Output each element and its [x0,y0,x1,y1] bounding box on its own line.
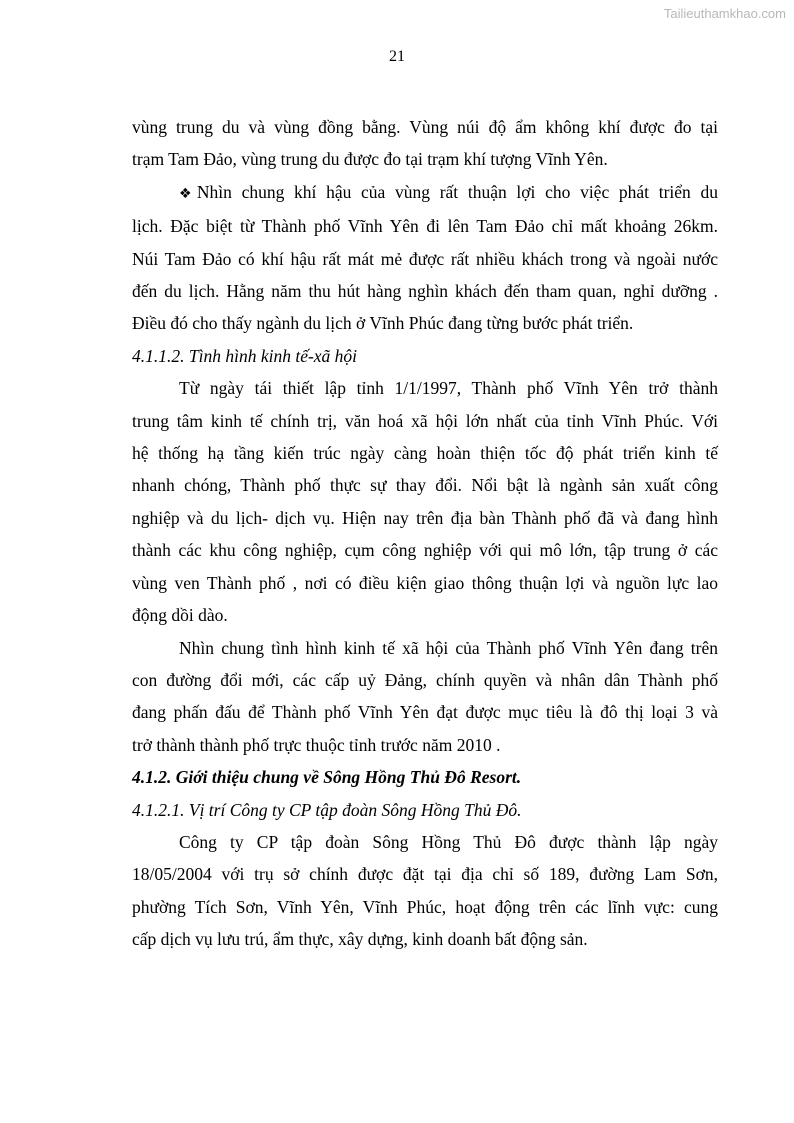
text-line: vùng trung du và vùng đồng bằng. Vùng núi độ ẩm không khí được đo tại [132,117,718,137]
text-line: Nhìn chung tình hình kinh tế xã hội của Thành phố Vĩnh Yên đang trên [179,637,718,658]
text-line: trung tâm kinh tế chính trị, văn hoá xã hội lớn nhất của tỉnh Vĩnh Phúc. Với [132,410,718,431]
text-line: thành các khu công nghiệp, cụm công nghiệp với qui mô lớn, tập trung ở các [132,540,718,561]
text-line: nhanh chóng, Thành phố thực sự thay đổi. Nổi bật là ngành sản xuất công [132,475,718,496]
text-line-content: Nhìn chung khí hậu của vùng rất thuận lợi cho việc phát triển du [196,181,718,202]
page-number: 21 [389,48,405,65]
document-body [132,111,718,956]
text-line: hệ thống hạ tầng kiến trúc ngày càng hoàn thiện tốc độ phát triển kinh tế [132,443,718,464]
text-line [132,176,718,210]
text-line: trạm Tam Đảo, vùng trung du được đo tại trạm khí tượng Vĩnh Yên. [132,149,608,170]
watermark: Tailieuthamkhao.com [663,6,786,21]
text-line: động dồi dào. [132,605,228,626]
paragraph-climate-measurement [132,111,718,176]
diamond-bullet-icon: ❖ [179,185,197,202]
text-line: trở thành thành phố trực thuộc tỉnh trước năm 2010 . [132,734,501,755]
text-line: vùng ven Thành phố , nơi có điều kiện giao thông thuận lợi và nguồn lực lao [132,572,718,593]
section-heading-4121: 4.1.2.1. Vị trí Công ty CP tập đoàn Sông Hồng Thủ Đô. [132,799,522,820]
paragraph-economy-summary [132,632,718,762]
text-line: đến du lịch. Hằng năm thu hút hàng nghìn khách đến tham quan, nghỉ dưỡng . [132,281,718,302]
text-line: nghiệp và du lịch- dịch vụ. Hiện nay trên địa bàn Thành phố đã và đang hình [132,507,718,528]
text-line: Điều đó cho thấy ngành du lịch ở Vĩnh Phúc đang từng bước phát triển. [132,313,634,334]
paragraph-climate-tourism [132,176,718,340]
text-line: Núi Tam Đảo có khí hậu rất mát mẻ được rất nhiều khách trong và ngoài nước [132,248,718,269]
paragraph-company-location [132,826,718,956]
text-line: cấp dịch vụ lưu trú, ẩm thực, xây dựng, kinh doanh bất động sản. [132,929,588,950]
paragraph-economy [132,372,718,631]
text-line: phường Tích Sơn, Vĩnh Yên, Vĩnh Phúc, hoạt động trên các lĩnh vực: cung [132,896,718,917]
text-line: 18/05/2004 với trụ sở chính được đặt tại địa chỉ số 189, đường Lam Sơn, [132,864,718,885]
text-line: con đường đổi mới, các cấp uỷ Đảng, chính quyền và nhân dân Thành phố [132,669,718,690]
section-heading-4112: 4.1.1.2. Tình hình kinh tế-xã hội [132,345,358,366]
text-line: đang phấn đấu để Thành phố Vĩnh Yên đạt được mục tiêu là đô thị loại 3 và [132,702,718,723]
text-line: Từ ngày tái thiết lập tỉnh 1/1/1997, Thành phố Vĩnh Yên trở thành [179,378,718,399]
text-line: lịch. Đặc biệt từ Thành phố Vĩnh Yên đi lên Tam Đảo chỉ mất khoảng 26km. [132,216,718,237]
section-heading-412: 4.1.2. Giới thiệu chung về Sông Hồng Thủ Đô Resort. [132,767,522,788]
text-line: Công ty CP tập đoàn Sông Hồng Thủ Đô được thành lập ngày [179,831,718,852]
